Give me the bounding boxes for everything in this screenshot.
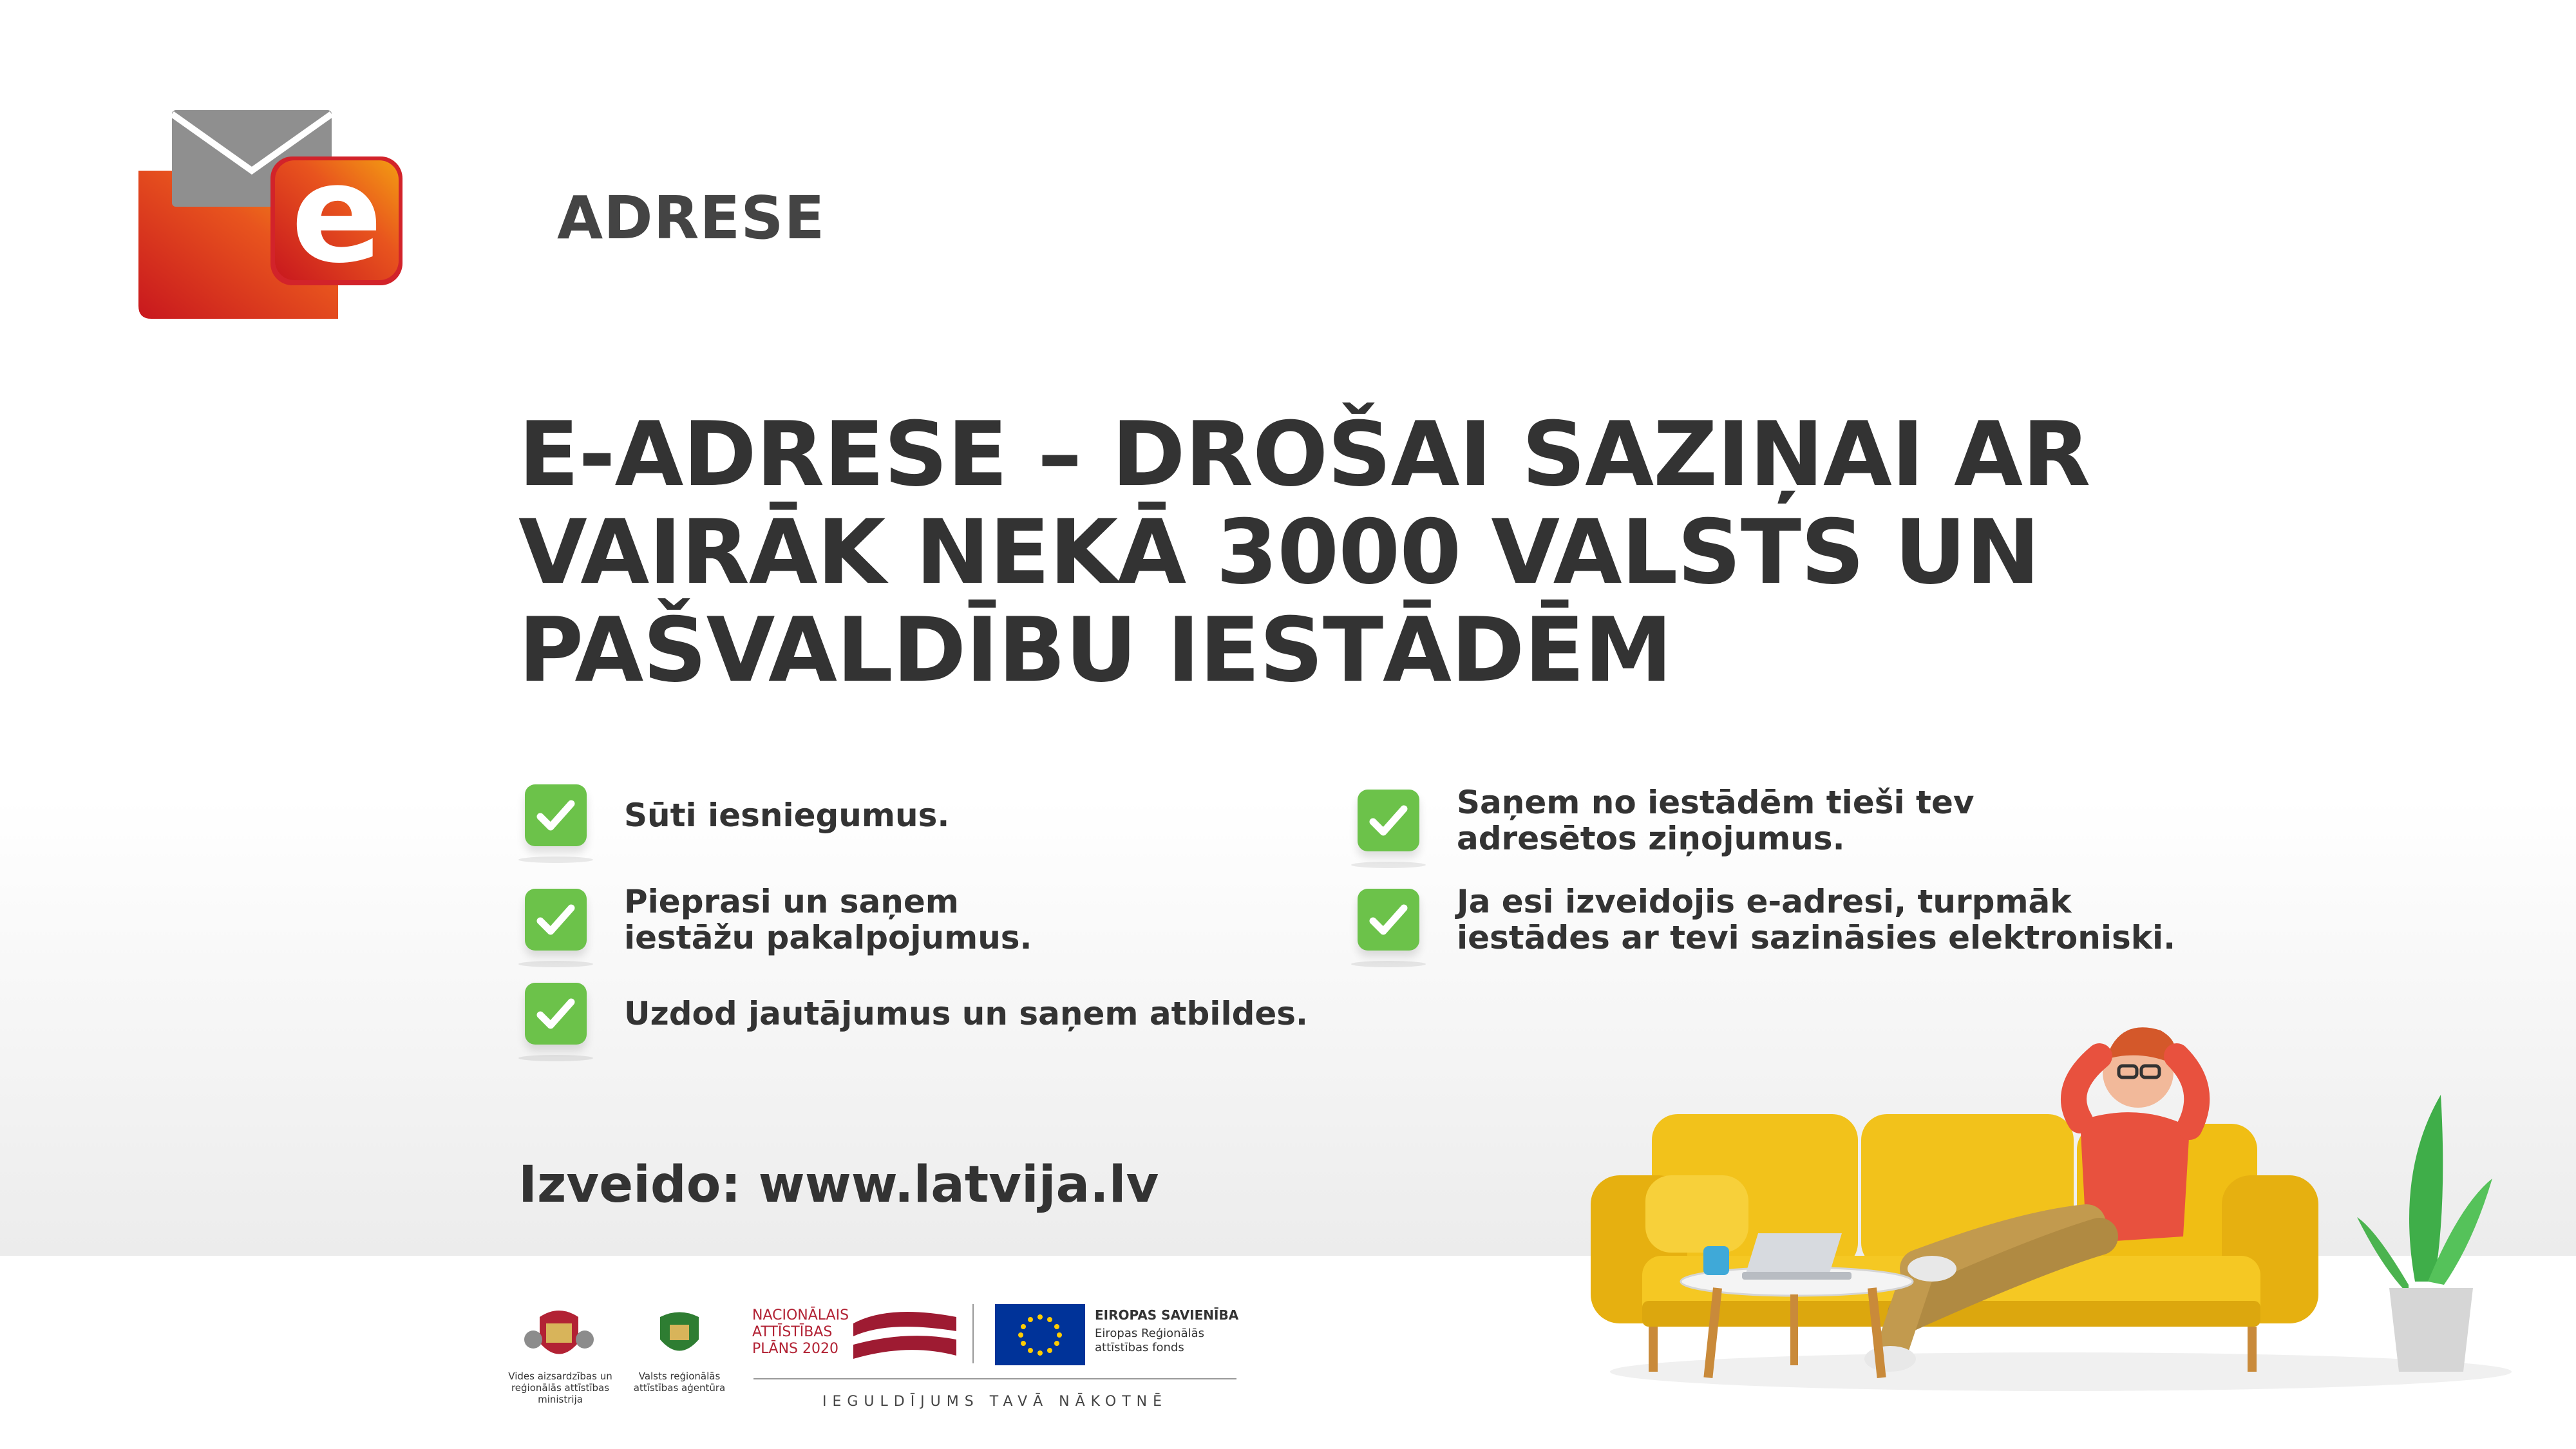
- e-adrese-logo: [132, 106, 826, 325]
- np2020-text: [752, 1307, 849, 1358]
- checklist-text: Sūti iesniegumus.: [624, 797, 950, 834]
- checklist-text-line-1: Pieprasi un saņem: [624, 883, 959, 920]
- logo-text: ADRESE: [557, 184, 826, 252]
- np-line-2: ATTĪSTĪBAS: [752, 1324, 833, 1340]
- headline-line-2: VAIRĀK NEKĀ 3000 VALSTS UN: [518, 500, 2040, 604]
- checklist-text-line-2: adresētos ziņojumus.: [1457, 820, 1845, 857]
- ministry-line-3: ministrija: [538, 1394, 583, 1405]
- checkmark-icon: [525, 784, 587, 846]
- checkmark-icon: [525, 889, 587, 951]
- tagline: IEGULDĪJUMS TAVĀ NĀKOTNĒ: [753, 1378, 1236, 1410]
- ministry-line-2: reģionālās attīstības: [511, 1382, 610, 1394]
- np-line-1: NACIONĀLAIS: [752, 1307, 849, 1323]
- agency-line-2: attīstības aģentūra: [633, 1382, 726, 1394]
- cta-text: Izveido: www.latvija.lv: [518, 1156, 1159, 1214]
- checkmark-icon: [1358, 790, 1419, 851]
- eu-title: EIROPAS SAVIENĪBA: [1095, 1307, 1239, 1323]
- checkmark-icon: [525, 983, 587, 1045]
- checklist-text-line-2: iestāžu pakalpojumus.: [624, 919, 1032, 956]
- ministry-line-1: Vides aizsardzības un: [508, 1370, 612, 1382]
- checklist-text: [1457, 784, 1974, 857]
- ministry-name: [502, 1370, 618, 1405]
- checklist-text-line-2: iestādes ar tevi sazināsies elektroniski.: [1457, 919, 2176, 956]
- latvia-flag-icon: [850, 1304, 960, 1362]
- checklist-item: [525, 884, 1032, 956]
- sofa-illustration: [1571, 1011, 2524, 1397]
- agency-name: [618, 1370, 741, 1394]
- headline: [518, 402, 2193, 702]
- agency-line-1: Valsts reģionālās: [638, 1370, 721, 1382]
- coat-of-arms-icon: [520, 1304, 598, 1368]
- eu-flag-icon: [995, 1304, 1085, 1365]
- headline-line-1: E-ADRESE – DROŠAI SAZIŅAI AR: [518, 402, 2090, 506]
- checklist-text-line-1: Saņem no iestādēm tieši tev: [1457, 784, 1975, 821]
- np-line-3: PLĀNS 2020: [752, 1341, 838, 1357]
- eu-fund: [1095, 1327, 1204, 1355]
- eu-line-1: Eiropas Reģionālās: [1095, 1327, 1205, 1340]
- eu-line-2: attīstības fonds: [1095, 1341, 1184, 1354]
- checklist-item: [1358, 784, 1974, 857]
- checkmark-icon: [1358, 889, 1419, 951]
- agency-emblem-icon: [647, 1304, 712, 1368]
- checklist-item: [525, 983, 1308, 1045]
- checklist-text-line-1: Ja esi izveidojis e-adresi, turpmāk: [1457, 883, 2072, 920]
- checklist-text: [1457, 884, 2175, 956]
- checklist-text: [624, 884, 1032, 956]
- envelope-e-icon: [132, 106, 544, 325]
- headline-line-3: PAŠVALDĪBU IESTĀDĒM: [518, 598, 1672, 702]
- checklist-text: Uzdod jautājumus un saņem atbildes.: [624, 995, 1309, 1032]
- checklist-item: [525, 784, 949, 846]
- checklist-item: [1358, 884, 2175, 956]
- svg-text:e: e: [290, 135, 383, 293]
- footer-divider: [972, 1304, 974, 1363]
